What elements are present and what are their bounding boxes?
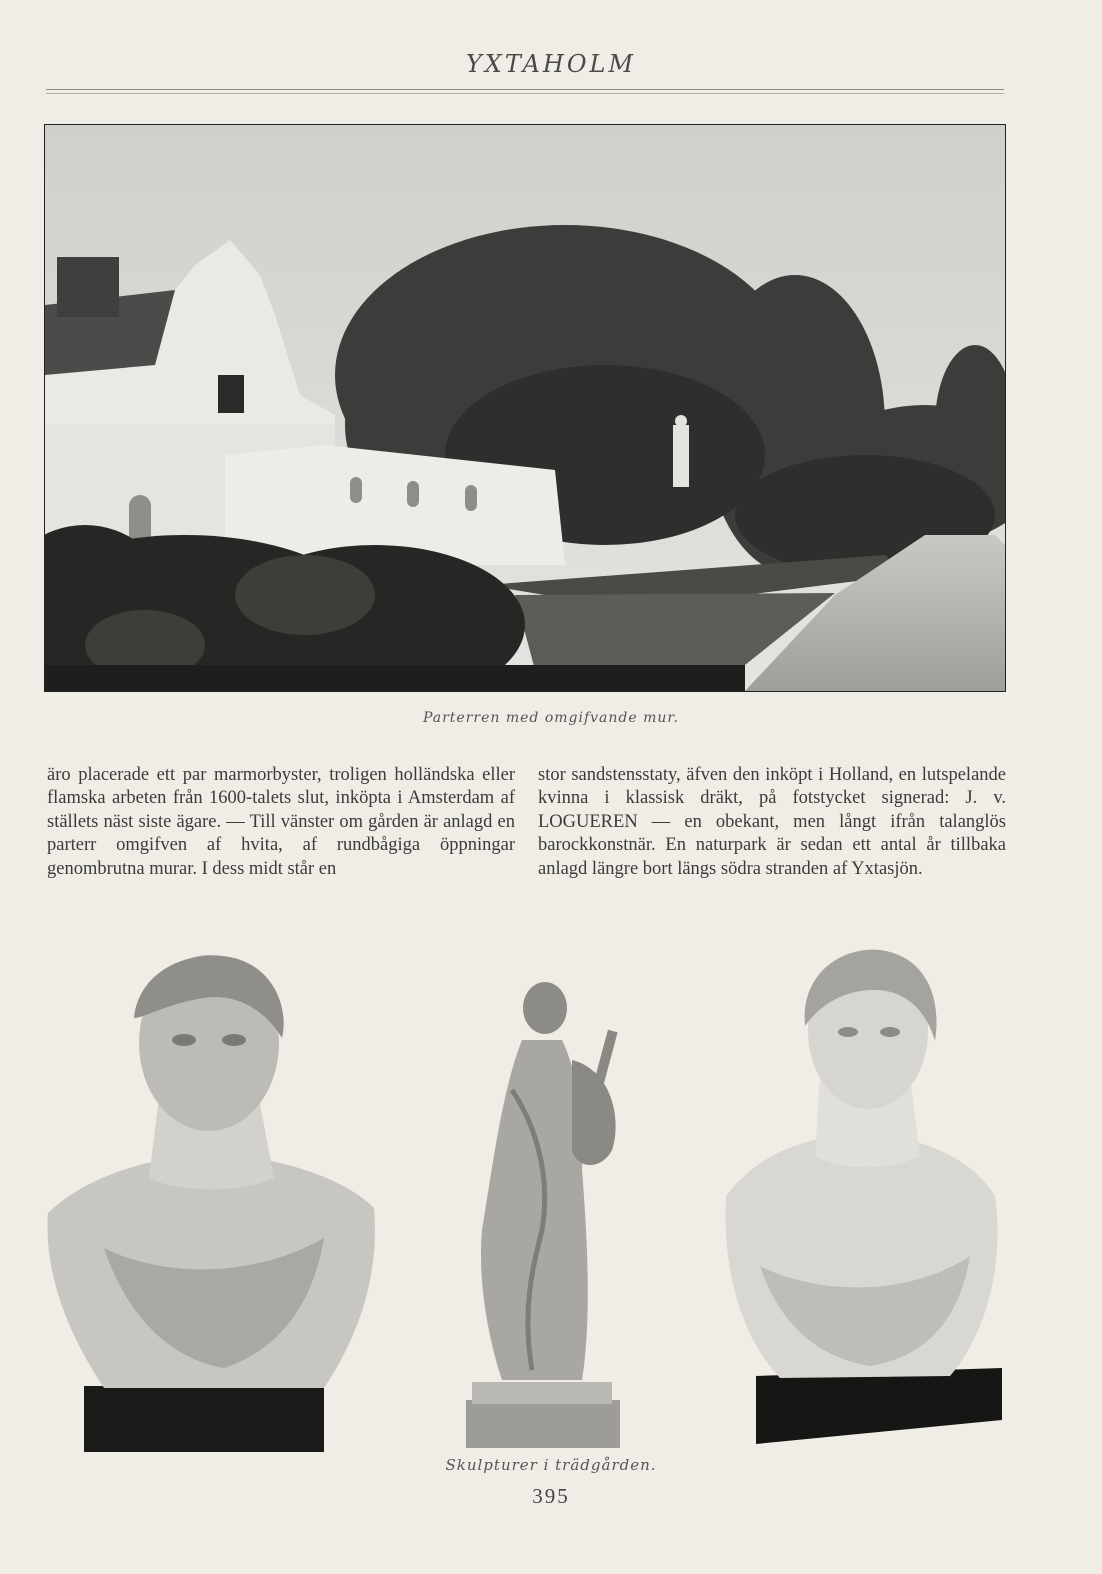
body-text-right: stor sandstensstaty, äfven den inköpt i Holland, en lutspelande kvinna i klassisk dräkt, på fotstycket signerad: J. v. LOGUEREN — en obekant, men långt ifrån talanglös barockkonstnär. En naturpark är sedan ett antal år tillbaka anlagd längre bort längs södra stranden af Yxtasjön.: [538, 765, 1006, 879]
header-rule-thin: [46, 93, 1004, 94]
page-number: 395: [532, 1484, 570, 1508]
marble-bust-right: [720, 946, 1010, 1452]
sculptures-caption: Skulpturer i trädgården.: [445, 1456, 657, 1474]
parterre-photo: [44, 124, 1006, 692]
running-title: YXTAHOLM: [465, 50, 637, 78]
body-text-left: äro placerade ett par marmorbyster, troligen holländska eller flamska arbeten från 1600-talets slut, inköpta i Amsterdam af ställets näst siste ägare. — Till vänster om gården är anlagd en parterr omgifven af hvita, af rundbågiga öppningar genombrutna murar. I dess midt står en: [47, 765, 515, 879]
header-rule: [46, 89, 1004, 90]
photo-caption: Parterren med omgifvande mur.: [422, 710, 680, 726]
lute-player-statue: [462, 970, 630, 1452]
marble-bust-left: [44, 948, 380, 1453]
